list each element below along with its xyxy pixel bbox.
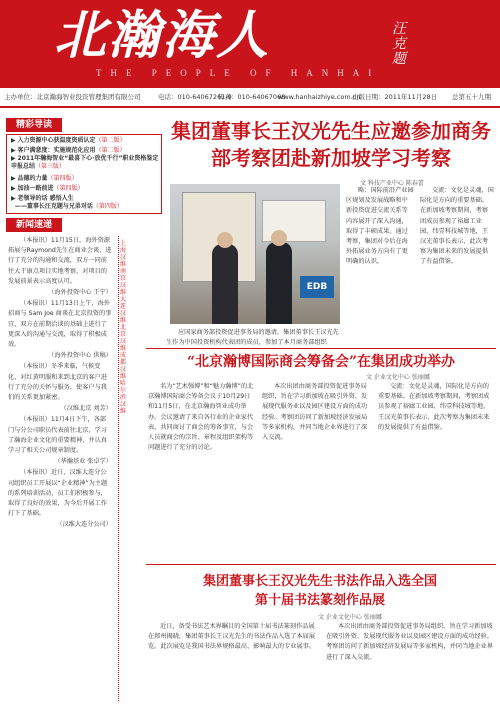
guide-item[interactable]: ▶ 加油一路前进（第四版） xyxy=(11,185,84,192)
photo-edb-sign: EDB xyxy=(300,276,334,298)
news-paragraph: （本报讯）11月13日上午，海外招商与 Sam Joe 商谈在北京投资的事宜，双方在前期洽谈的基础上进行了更深入的沟通与交流，取得了积极成效。 xyxy=(8,300,112,349)
lead-column-2: 略：国际前沿产业园区规划及发展战略和中新投资促进交流关系等内容展开了深入沟通，取得了丰硕成果。通过考察，集团对今后在海外拓展业务方向有了更明确的认识。 xyxy=(346,187,414,266)
date-text: 出版日期：2011年11月28日 xyxy=(352,93,438,101)
lead-headline[interactable]: 集团董事长王汉光先生应邀参加商务部考察团赴新加坡学习考察 xyxy=(171,119,491,170)
third-body-col1: 近日，备受书法艺术界瞩目的全国第十届书法篆刻作品展在郑州揭晓，集团董事长王汉光先生的书法作品入选了本届展览。此次展览是我国书法界规格最高、影响最大的专业展事。 xyxy=(148,623,316,651)
photo-person-left xyxy=(212,244,238,324)
news-paragraph: （本报讯）近日，汉维大连分公司组织员工开展以“企业精神”为主题的系列培训活动，员工们积极参与，取得了良好的效果，为今后开展工作打下了基础。 xyxy=(8,469,108,518)
masthead-subtitle: THE PEOPLE OF HANHAI xyxy=(96,68,381,78)
lead-column-3: 交流：文化是灵魂，国际化是方向的重要基础。在新加坡考察期间，考察团成员参观了裕廊工业园、纬壹科技城等地，王汉光董事长表示，此次考察为集团未来的发展提供了有益借鉴。 xyxy=(420,187,494,266)
guide-item[interactable]: ▶ 老领导的话 感悟人生 xyxy=(11,195,74,202)
news-column xyxy=(8,236,112,701)
news-paragraph: （本报讯）11月4日下午，各部门与分公司职员代表前往北京，学习了瀚海企业文化的重要精神，并认真学习了相关公司规章制度。 xyxy=(8,416,107,455)
news-source: （华瀚基业 张卓学） xyxy=(54,458,112,466)
news-paragraph: （本报讯）冬季来临，气候变化，对红黄明服和来到北京的客户进行了充分的关怀与服务，使客户与我们的关系更加紧密。 xyxy=(8,363,107,402)
second-body-col3: 交流：文化是灵魂，国际化是方向的重要基础。在新加坡考察期间，考察团成员参观了裕廊工业园、纬壹科技城等地，王汉光董事长表示，此次考察为集团未来的发展提供了有益借鉴。 xyxy=(378,383,490,431)
photo-person-right xyxy=(266,242,292,324)
guide-item[interactable]: ——董事长汪克题与兄弟对话（第四版） xyxy=(14,203,123,210)
guide-item[interactable]: ▶ 品德的力量（第四版） xyxy=(11,175,78,182)
info-bar xyxy=(0,88,500,108)
masthead-brand: 北瀚海人 xyxy=(54,5,271,66)
sponsor-text: 主办单位：北京瀚海智业投资管理集团有限公司 xyxy=(4,93,141,101)
guide-item[interactable]: ▶ 客户满意度：实施规范化应用（第二版） xyxy=(11,147,126,154)
website-link[interactable]: www.hanhaizhiye.com.cn xyxy=(278,93,361,101)
masthead-signature: 汪克题 xyxy=(392,21,406,67)
lead-byline: 文 科技产业中心 陈春蕾 xyxy=(360,180,424,187)
guide-section-title: 精彩导读 xyxy=(6,118,62,132)
phone-text: 电话：010-64067261-9 xyxy=(158,93,232,101)
section-divider xyxy=(146,564,496,565)
lead-body: 应国家商务部投资促进事务局的邀请，集团董事长王汉光先生作为中国投资机构代表团的成员，参加了本月商务部组织 xyxy=(166,329,339,347)
photo-head-left xyxy=(217,232,233,248)
news-source: （海外投资中心 供稿） xyxy=(48,352,112,360)
second-body-col2: 本次出团由商务部投资促进事务局组织，旨在学习新加坡在吸引外资、发展现代服务业以及园区建设方面的成功经验。考察团访问了新加坡经济发展局等多家机构，并同当地企业界进行了深入交流。 xyxy=(262,383,368,442)
news-source: （汉维北京 刘芳） xyxy=(60,405,112,413)
third-body-col2: 本次出团由商务部投资促进事务局组织，旨在学习新加坡在吸引外资、发展现代服务业以及园区建设方面的成功经验。考察团访问了新加坡经济发展局等多家机构，并同当地企业界进行了深入交流。 xyxy=(326,623,494,661)
third-headline[interactable]: 集团董事长王汉光先生书法作品入选全国第十届书法篆刻作品展 xyxy=(202,574,437,608)
guide-box xyxy=(6,134,162,214)
news-source: （海外投资中心 王宁） xyxy=(48,289,112,297)
lead-photo xyxy=(170,184,340,324)
guide-item[interactable]: ▶ 2011年瀚海智业“最喜下心·放优千行”职业资格鉴定申报总结（第三版） xyxy=(11,155,159,170)
issue-text: 总第五十九期 xyxy=(452,93,491,101)
guide-item[interactable]: ▶ 入力资源中心获温度资质认定（第二版） xyxy=(11,137,126,144)
news-source: （汉维大连分公司） xyxy=(56,521,112,529)
side-rail-text: 上海汉维 南京汉维 大连汉维 北京汉维 成都汉维 哈尔滨汉维 xyxy=(120,240,127,415)
fax-text: 传真：010-64067068 xyxy=(218,93,286,101)
third-byline: 文 企业文化中心 张丽娜 xyxy=(318,614,382,621)
second-body-col1: 名为“艺术强博”和“魅力瀚博”的北京瀚博国际商会筹备会议于10月29日和11月5日，在北京瀚海智业成功举办。会议邀请了来自各行业的企业家代表，共同商讨了商会的筹备事宜，与会人员就商会的宗旨、章程及组织架构等问题进行了充分的讨论。 xyxy=(148,383,254,452)
second-headline[interactable]: “北京瀚博国际商会筹备会”在集团成功举办 xyxy=(146,348,496,373)
news-paragraph: （本报讯）11月15日，海外资源拓展与Raymond先生在商业会谈，进行了充分的沟通和交流，双方一同前往大干康点项目实地考察，对项目的发展前景表示高度认可。 xyxy=(8,237,112,285)
masthead xyxy=(0,0,500,88)
news-section-title: 新闻速递 xyxy=(6,218,62,232)
photo-head-right xyxy=(271,230,287,246)
second-byline: 文 企业文化中心 张丽娜 xyxy=(366,374,430,381)
